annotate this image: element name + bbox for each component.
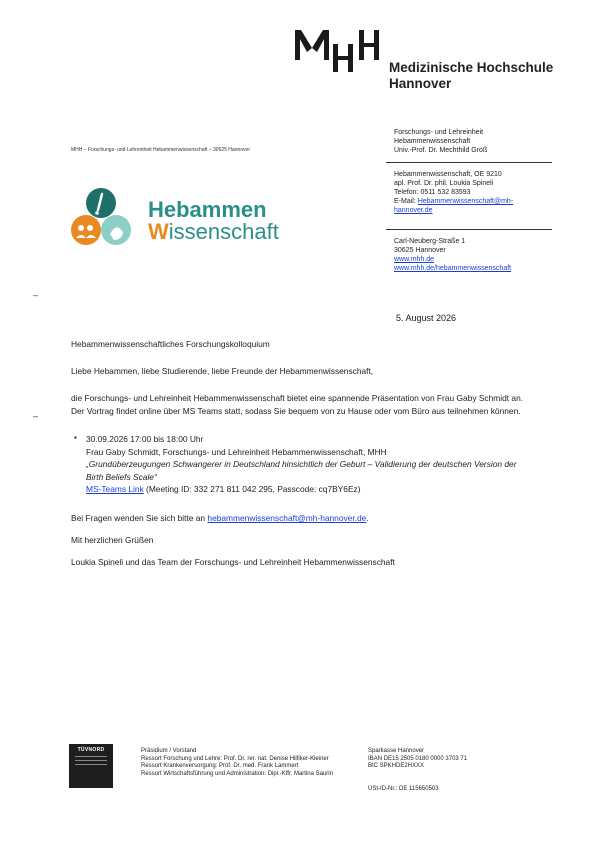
questions-suffix: . [366,513,369,523]
contact-email-row [394,197,513,206]
contact-email-link[interactable]: Hebammenwissenschaft@mh- [417,198,514,205]
address-street: Carl-Neuberg-Straße 1 [394,238,466,245]
address-city: 30625 Hannover [394,247,446,254]
mhh-logo-mark [293,28,383,74]
intro-paragraph [71,392,523,418]
contact-block [394,170,513,215]
hebammen-wissenschaft-wordmark [148,199,279,243]
signature: Loukia Spineli und das Team der Forschungs- und Lehreinheit Hebammenwissenschaft [71,557,395,567]
contact-line: Hebammenwissenschaft, OE 9210 [394,171,502,178]
footer-line: Ressort Wirtschaftsführung und Administration: Dipl.-Kffr. Martina Saurin [141,770,333,777]
salutation: Liebe Hebammen, liebe Studierende, liebe Freunde der Hebammenwissenschaft, [71,366,374,376]
hebammen-wissenschaft-logo-icon [70,186,132,248]
contact-line: apl. Prof. Dr. phil. Loukia Spineli [394,180,494,187]
footer-line: BIC SPKHDE2HXXX [368,763,425,770]
wordmark-rest: issenschaft [168,219,279,244]
institution-name-line2: Hannover [389,76,452,91]
wordmark-initial: W [148,219,169,244]
letter-date: 5. August 2026 [396,313,457,323]
closing: Mit herzlichen Grüßen [71,535,154,545]
badge-brand: TÜVNORD [77,747,105,753]
footer-line: Ressort Krankenversorgung: Prof. Dr. med. Frank Lammert [141,763,299,770]
contact-email-link-cont[interactable]: hannover.de [394,207,433,214]
intro-line: Der Vortrag findet online über MS Teams statt, sodass Sie bequem von zu Hause oder vom Büro aus teilnehmen können. [71,406,521,416]
tuv-certification-badge [69,744,113,788]
institution-name-line1: Medizinische Hochschule [389,60,554,75]
divider [386,162,552,163]
address-block [394,237,511,273]
event-speaker: Frau Gaby Schmidt, Forschungs- und Lehreinheit Hebammenwissenschaft, MHH [86,446,387,457]
wordmark-line2 [148,221,279,243]
unit-block [394,128,487,155]
fold-mark: – [33,290,39,300]
unit-line: Univ.-Prof. Dr. Mechthild Groß [394,147,488,154]
event-title-cont: Birth Beliefs Scale“ [86,471,157,482]
unit-line: Forschungs- und Lehreinheit [394,129,484,136]
badge-rule [75,756,107,757]
footer-line: IBAN DE15 2505 0180 0000 3703 71 [368,755,468,762]
footer-line: Sparkasse Hannover [368,748,425,754]
fold-mark: – [33,411,39,421]
website-link[interactable]: www.mhh.de [394,256,435,263]
bullet-icon: ▪ [74,433,77,442]
event-title: „Grundüberzeugungen Schwangerer in Deutschland hinsichtlich der Geburt – Validierung der deutschen Version der [86,459,517,469]
wordmark-line1: Hebammen [148,197,267,222]
sender-line: MHH – Forschungs- und Lehreinheit Hebammenwissenschaft – 30625 Hannover [71,147,250,153]
footer-line: Präsidium / Vorstand [141,748,197,754]
badge-rule [75,764,107,765]
ms-teams-link[interactable]: MS-Teams Link [86,484,144,494]
unit-line: Hebammenwissenschaft [394,138,471,145]
contact-phone: Telefon: 0511 532 83593 [394,189,471,196]
questions-email-link[interactable]: hebammenwissenschaft@mh-hannover.de [207,513,367,523]
unit-website-link[interactable]: www.mhh.de/hebammenwissenschaft [394,265,512,272]
event-datetime: 30.09.2026 17:00 bis 18:00 Uhr [86,434,204,444]
email-label: E-Mail: [394,198,418,205]
divider [386,229,552,230]
intro-line: die Forschungs- und Lehreinheit Hebammenwissenschaft bietet eine spannende Präsentation von Frau Gaby Schmidt an. [71,393,524,403]
meeting-info: (Meeting ID: 332 271 811 042 295, Passcode: cq7BY6Ez) [143,484,361,494]
event-details [86,433,517,496]
event-meeting-row [86,483,517,496]
badge-rule [75,760,107,761]
subject-line: Hebammenwissenschaftliches Forschungskolloquium [71,339,270,349]
institution-name [389,60,553,92]
footer-line: Ressort Forschung und Lehre: Prof. Dr. rer. nat. Denise Hilfiker-Kleiner [141,755,329,762]
questions-prefix: Bei Fragen wenden Sie sich bitte an [71,513,208,523]
questions-line [71,512,369,525]
footer-presidium [141,748,333,778]
footer-bank [368,748,467,771]
footer-vat: USt-ID-Nr.: DE 115650503 [368,786,439,792]
